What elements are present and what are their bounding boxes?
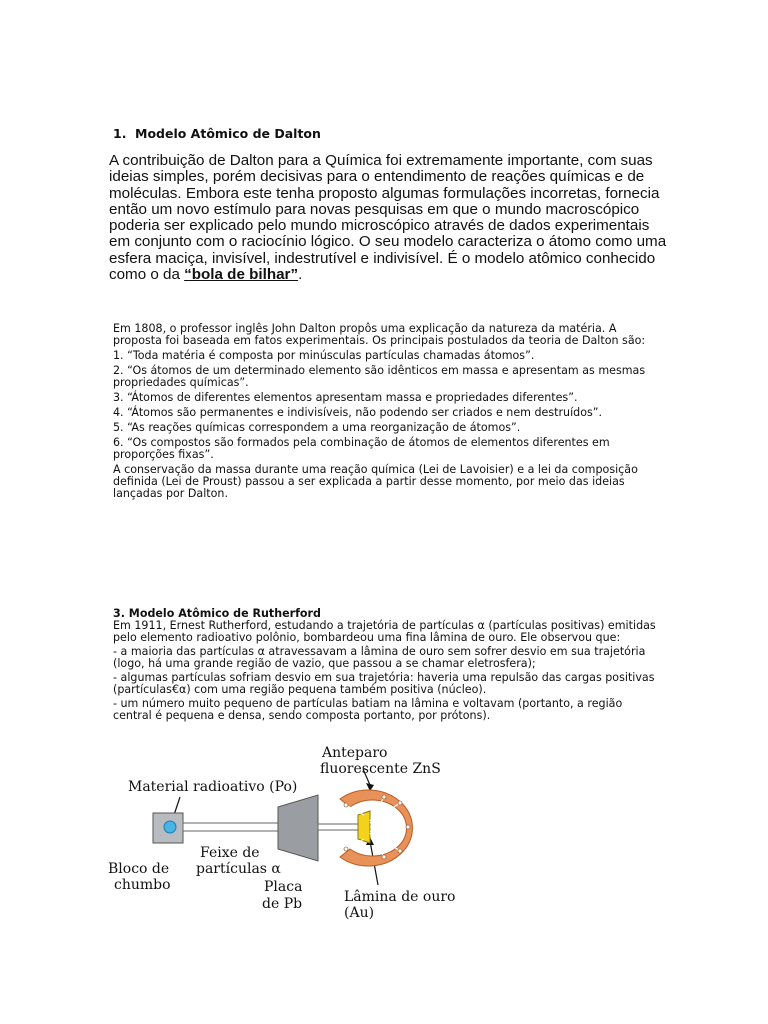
section1-heading <box>113 126 321 141</box>
label-anteparo-line1: Anteparo <box>322 745 388 761</box>
postulates-intro: Em 1808, o professor inglês John Dalton propôs uma explicação da natureza da matéria. A proposta foi baseada em fatos experimentais. Os principais postulados da teoria de Dalton são: <box>113 322 646 347</box>
label-material-radioativo: Material radioativo (Po) <box>128 779 298 795</box>
rutherford-intro: Em 1911, Ernest Rutherford, estudando a trajetória de partículas α (partículas positivas) emitidas pelo elemento radioativo polônio, bombardeou uma fina lâmina de ouro. Ele observou que: <box>113 619 656 644</box>
postulate-item: 4. “Átomos são permanentes e indivisíveis, não podendo ser criados e nem destruídos”. <box>113 406 603 419</box>
dalton-intro-text: A contribuição de Dalton para a Química foi extremamente importante, com suas ideias simples, porém decisivas para o entendimento de reações químicas e de moléculas. Embora este tenha proposto algumas formulações incorretas, fornecia então um novo estímulo para novas pesquisas em que o mundo macroscópico poderia ser explicado pelo mundo microscópico através de dados experimentais em conjunto com o raciocínio lógico. O seu modelo caracteriza o átomo como uma esfera maciça, invisível, indestrutível e indivisível. É o modelo atômico conhecido como o da <box>109 152 667 284</box>
radioactive-source <box>164 821 176 833</box>
postulate-item: 2. “Os átomos de um determinado elemento são idênticos em massa e apresentam as mesmas propriedades químicas”. <box>113 364 646 389</box>
dalton-intro-paragraph <box>109 153 669 283</box>
label-placa-line2: de Pb <box>262 896 303 912</box>
postulate-item: 6. “Os compostos são formados pela combinação de átomos de elementos diferentes em proporções fixas”. <box>113 436 610 461</box>
section1-number: 1. <box>113 126 127 141</box>
label-lamina-line2: (Au) <box>344 905 375 921</box>
rutherford-observation: - a maioria das partículas α atravessavam a lâmina de ouro sem sofrer desvio em sua trajetória (logo, há uma grande região de vazio, que passou a se chamar eletrosfera); <box>113 645 646 670</box>
dalton-intro-tail: . <box>298 266 303 284</box>
label-lamina-line1: Lâmina de ouro <box>344 889 456 905</box>
postulate-item: 1. “Toda matéria é composta por minúsculas partículas chamadas átomos”. <box>113 349 535 362</box>
rutherford-block <box>113 608 658 724</box>
label-anteparo-line2: fluorescente ZnS <box>320 761 441 777</box>
label-placa-line1: Placa <box>264 879 303 895</box>
postulate-item: 3. “Átomos de diferentes elementos apresentam massa e propriedades diferentes”. <box>113 391 578 404</box>
label-feixe-line2: partículas α <box>196 861 281 877</box>
rutherford-title: 3. Modelo Atômico de Rutherford <box>113 607 321 620</box>
postulates-conclusion: A conservação da massa durante uma reação química (Lei de Lavoisier) e a lei da composição definida (Lei de Proust) passou a ser explicada a partir desse momento, por meio das ideias lançadas por Dalton. <box>113 463 638 500</box>
lead-plate <box>278 795 318 861</box>
gold-foil <box>358 811 370 843</box>
label-bloco-line2: chumbo <box>114 877 171 893</box>
section1-title: Modelo Atômico de Dalton <box>135 126 321 141</box>
postulate-item: 5. “As reações químicas correspondem a uma reorganização de átomos”. <box>113 421 521 434</box>
alpha-beam <box>183 823 283 831</box>
rutherford-observation: - um número muito pequeno de partículas batiam na lâmina e voltavam (portanto, a região central é pequena e densa, sendo composta portanto, por prótons). <box>113 697 623 722</box>
label-bloco-line1: Bloco de <box>108 861 170 877</box>
label-feixe-line1: Feixe de <box>200 845 260 861</box>
bola-de-bilhar-highlight: “bola de bilhar” <box>184 266 299 284</box>
rutherford-observation: - algumas partículas sofriam desvio em sua trajetória: haveria uma repulsão das cargas positivas (partículas€α) com uma região pequena também positiva (núcleo). <box>113 671 655 696</box>
dalton-postulates-block <box>113 323 658 503</box>
rutherford-experiment-figure <box>108 745 460 923</box>
